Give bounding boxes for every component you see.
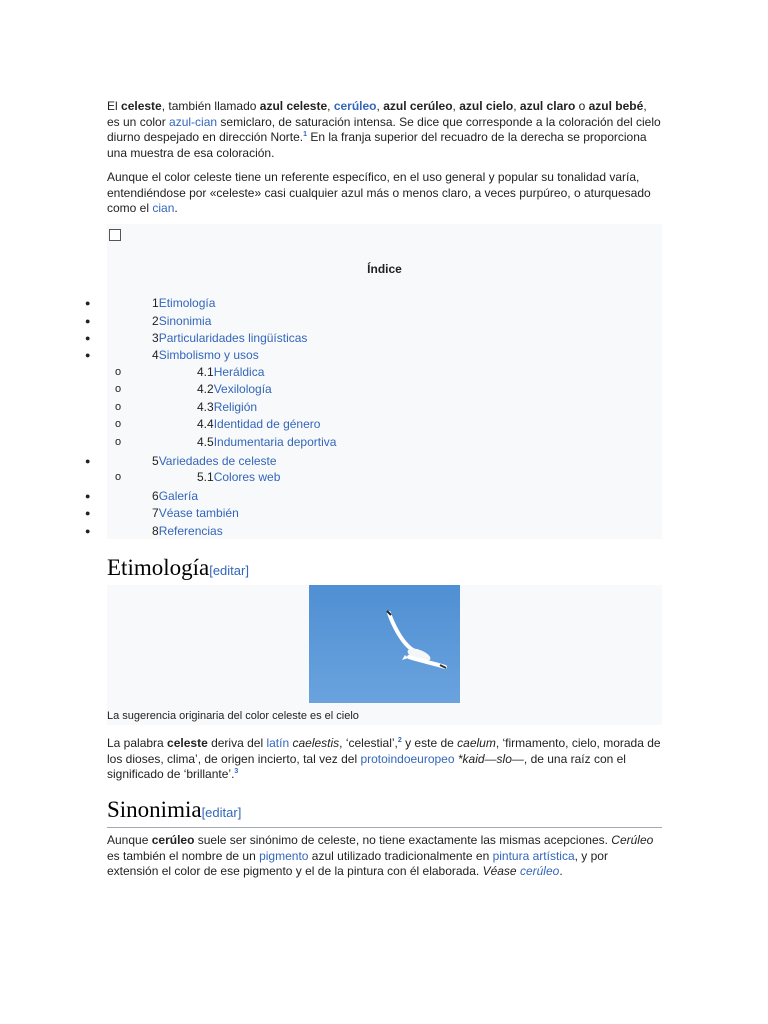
toc-item-3[interactable] xyxy=(152,331,307,345)
ref-2[interactable]: 2 xyxy=(397,737,402,744)
toc-item-number: 3 xyxy=(152,331,159,345)
toc-item-8[interactable] xyxy=(152,524,223,538)
toc-bullet-circle: o xyxy=(115,366,122,378)
toc-item-6[interactable] xyxy=(152,489,198,503)
toc-item-4-4[interactable] xyxy=(197,417,320,431)
toc-item-number: 6 xyxy=(152,489,159,503)
toc-item-number: 7 xyxy=(152,506,159,520)
edit-link-etimologia[interactable]: [editar] xyxy=(209,563,249,578)
toc-item-label: Religión xyxy=(213,400,258,414)
toc-item-number: 4.2 xyxy=(197,382,214,396)
toc-bullet-circle: o xyxy=(115,471,122,483)
toc-title: Índice xyxy=(367,262,402,276)
toc-item-label: Colores web xyxy=(213,470,281,484)
sinonimia-paragraph: Aunque cerúleo suele ser sinónimo de celeste, no tiene exactamente las mismas acepciones. Cerúleo es también el nombre de un pigmento azul utilizado tradicionalmente en pintura artística, y por extensión el color de ese pigmento y el de la pintura con él elaborada. Véase cerúleo. xyxy=(107,833,654,878)
toc-item-5-1[interactable] xyxy=(197,470,280,484)
toc-item-label: Etimología xyxy=(158,296,216,310)
toc-bullet-disc: ● xyxy=(85,316,91,326)
toc-item-label: Vexilología xyxy=(213,382,272,396)
toc-bullet-disc: ● xyxy=(85,350,91,360)
toc-item-number: 4.4 xyxy=(197,417,214,431)
toc-item-number: 5.1 xyxy=(197,470,214,484)
toc-item-number: 2 xyxy=(152,314,159,328)
toc-item-label: Heráldica xyxy=(213,365,265,379)
link-azul-cian[interactable]: azul-cian xyxy=(169,114,218,129)
toc-bullet-disc: ● xyxy=(85,491,91,501)
ref-1[interactable]: 1 xyxy=(303,131,308,138)
toc-item-label: Particularidades lingüísticas xyxy=(158,331,308,345)
gull-icon xyxy=(309,585,460,703)
intro-paragraph-2: Aunque el color celeste tiene un referente específico, en el uso general y popular su tonalidad varía, entendiéndose por «celeste» casi cualquier azul más o menos claro, a veces purpúreo, o aturquesado como el cian. xyxy=(107,170,651,215)
intro-paragraph-1: El celeste, también llamado azul celeste, cerúleo, azul cerúleo, azul cielo, azul claro o azul bebé, es un color azul-cian semiclaro, de saturación intensa. Se dice que corresponde a la coloración del cielo diurno despejado en dirección Norte.$^1$ En la franja superior del recuadro de la derecha se proporciona una muestra de esa coloración. xyxy=(107,99,661,160)
toc-item-label: Referencias xyxy=(158,524,223,538)
heading-sinonimia: Sinonimia[editar] xyxy=(107,797,662,828)
toc-toggle-checkbox[interactable] xyxy=(109,229,121,241)
toc-item-number: 4.3 xyxy=(197,400,214,414)
toc-item-2[interactable] xyxy=(152,314,211,328)
toc-item-number: 4.1 xyxy=(197,365,214,379)
toc-bullet-disc: ● xyxy=(85,333,91,343)
toc-item-number: 8 xyxy=(152,524,159,538)
toc-item-5[interactable] xyxy=(152,454,277,468)
link-cian[interactable]: cian xyxy=(152,201,175,215)
link-latin[interactable]: latín xyxy=(266,736,290,750)
toc-bullet-circle: o xyxy=(115,401,122,413)
link-ceruleo[interactable]: cerúleo xyxy=(333,99,377,113)
toc-item-number: 5 xyxy=(152,454,159,468)
link-ceruleo-see-also[interactable]: cerúleo xyxy=(519,864,560,878)
figure-caption: La sugerencia originaria del color celeste es el cielo xyxy=(107,710,359,722)
toc-item-label: Variedades de celeste xyxy=(158,454,277,468)
toc-item-label: Indumentaria deportiva xyxy=(213,435,337,449)
link-protoindoeuropeo[interactable]: protoindoeuropeo xyxy=(360,751,455,766)
heading-etimologia: Etimología[editar] xyxy=(107,555,662,586)
toc-item-7[interactable] xyxy=(152,506,239,520)
toc-item-number: 4 xyxy=(152,348,159,362)
edit-link-sinonimia[interactable]: [editar] xyxy=(201,805,242,820)
toc-item-4-5[interactable] xyxy=(197,435,336,449)
term-celeste: celeste xyxy=(121,99,162,113)
toc-item-4[interactable] xyxy=(152,348,259,362)
toc-item-4-1[interactable] xyxy=(197,365,264,379)
toc-item-label: Sinonimia xyxy=(158,314,212,328)
toc-bullet-disc: ● xyxy=(85,526,91,536)
toc-item-label: Galería xyxy=(158,489,199,503)
toc-bullet-disc: ● xyxy=(85,508,91,518)
sky-gull-image[interactable] xyxy=(309,585,460,703)
toc-bullet-disc: ● xyxy=(85,298,91,308)
toc-item-4-2[interactable] xyxy=(197,382,272,396)
toc-item-label: Identidad de género xyxy=(213,417,321,431)
toc-item-label: Véase también xyxy=(158,506,239,520)
link-pigmento[interactable]: pigmento xyxy=(259,848,309,863)
toc-item-label: Simbolismo y usos xyxy=(158,348,259,362)
toc-item-number: 1 xyxy=(152,296,159,310)
ref-3[interactable]: 3 xyxy=(234,768,239,775)
toc-item-1[interactable] xyxy=(152,296,215,310)
etimologia-paragraph: La palabra celeste deriva del latín caelestis, ‘celestial’,$^2$ y este de caelum, ‘firmamento, cielo, morada de los dioses, clima’, de origen incierto, tal vez del protoindoeuropeo *kaid—slo—, de una raíz con el significado de ‘brillante’.$^3$ xyxy=(107,736,661,781)
toc-item-4-3[interactable] xyxy=(197,400,257,414)
toc-bullet-circle: o xyxy=(115,418,122,430)
link-pintura-artistica[interactable]: pintura artística xyxy=(492,848,575,863)
toc-bullet-disc: ● xyxy=(85,456,91,466)
toc-bullet-circle: o xyxy=(115,383,122,395)
toc-bullet-circle: o xyxy=(115,436,122,448)
toc-item-number: 4.5 xyxy=(197,435,214,449)
